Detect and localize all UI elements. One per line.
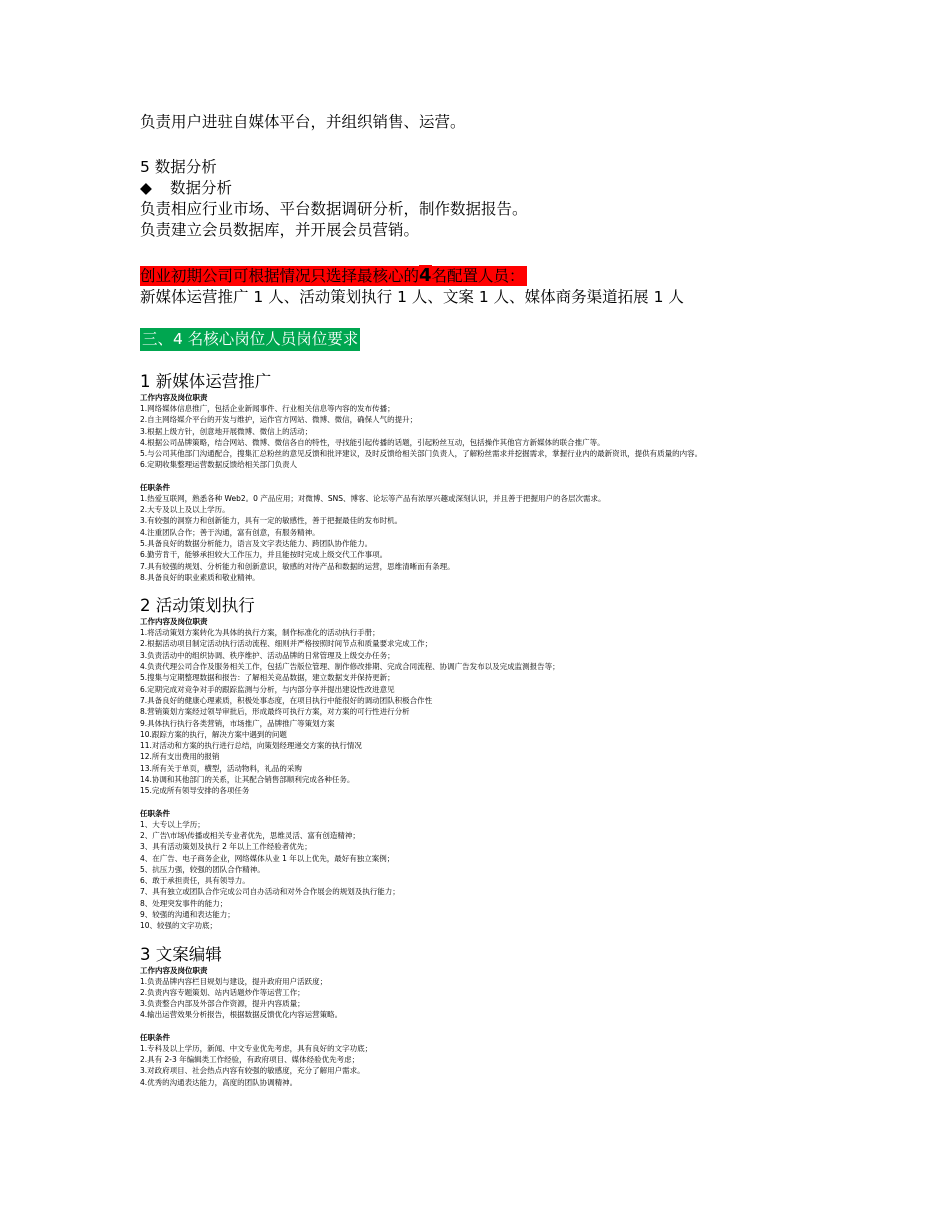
document-page	[140, 112, 840, 1088]
highlight-notice	[140, 265, 840, 287]
list-item: 11.对活动和方案的执行进行总结，向策划经理递交方案的执行情况	[140, 741, 362, 751]
list-item: 3.负责活动中的组织协调、秩序维护、活动品牌的日常管理及上级交办任务；	[140, 650, 395, 660]
requirements-label: 任职条件	[140, 1032, 170, 1042]
duties-list	[140, 403, 840, 471]
list-item: 4.注重团队合作；善于沟通，富有创意，有服务精神。	[140, 527, 320, 537]
list-item: 4.输出运营效果分析报告，根据数据反馈优化内容运营策略。	[140, 1010, 343, 1020]
list-item: 3.对政府项目、社会热点内容有较强的敏感度，充分了解用户需求。	[140, 1066, 365, 1076]
role-section	[140, 944, 840, 1088]
section-three-title: 三、4 名核心岗位人员岗位要求	[140, 328, 360, 351]
duties-list	[140, 976, 840, 1021]
list-item: 10、较强的文字功底；	[140, 921, 218, 931]
list-item: 5.与公司其他部门沟通配合，搜集汇总粉丝的意见反馈和批评建议，及时反馈给相关部门负责人，了解粉丝需求并挖掘需求，掌握行业内的最新资讯，提供有质量的内容。	[140, 449, 703, 459]
requirements-list	[140, 493, 840, 583]
duties-label: 工作内容及岗位职责	[140, 617, 208, 627]
list-item: 4.负责代理公司合作及服务相关工作，包括广告版位管理、制作修改排期、完成合同流程、协调广告发布以及完成监测报告等；	[140, 662, 560, 672]
duties-label: 工作内容及岗位职责	[140, 393, 208, 402]
list-item: 6.定期收集整理运营数据反馈给相关部门负责人	[140, 460, 298, 470]
list-item: 2.根据活动项目制定活动执行活动流程、细则并严格按照时间节点和质量要求完成工作；	[140, 639, 433, 649]
list-item: 3.负责整合内部及外部合作资源，提升内容质量；	[140, 999, 305, 1009]
section-three-row	[140, 328, 840, 351]
data-line-1: 负责相应行业市场、平台数据调研分析，制作数据报告。	[140, 200, 528, 218]
role-title: 2 活动策划执行	[140, 596, 255, 616]
list-item: 9、较强的沟通和表达能力；	[140, 909, 235, 919]
list-item: 4、在广告、电子商务企业，网络媒体从业 1 年以上优先，最好有独立案例；	[140, 853, 395, 863]
list-item: 7.具备良好的健康心理素质，积极处事态度，在项目执行中能很好的调动团队积极合作性	[140, 695, 433, 705]
staffing-line: 新媒体运营推广 1 人、活动策划执行 1 人、文案 1 人、媒体商务渠道拓展 1 人	[140, 288, 684, 306]
list-item: 12.所有支出费用的报销	[140, 752, 220, 762]
list-item: 2.自主网络媒介平台的开发与维护，运作官方网站、微博、微信，确保人气的提升；	[140, 415, 418, 425]
list-item: 8.营销策划方案经过领导审批后，形成最终可执行方案，对方案的可行性进行分析	[140, 707, 410, 717]
list-item: 1.专科及以上学历，新闻、中文专业优先考虑，具有良好的文字功底；	[140, 1043, 373, 1053]
list-item: 1、大专以上学历；	[140, 819, 205, 829]
list-item: 8、处理突发事件的能力；	[140, 898, 228, 908]
list-item: 6.定期完成对竞争对手的跟踪监测与分析，与内部分享并提出建设性改进意见	[140, 684, 395, 694]
list-item: 2.大专及以上及以上学历。	[140, 505, 230, 515]
list-item: 8.具备良好的职业素质和敬业精神。	[140, 572, 260, 582]
data-bullet-label: 数据分析	[170, 179, 233, 197]
duties-label: 工作内容及岗位职责	[140, 965, 208, 975]
data-line-2: 负责建立会员数据库，并开展会员营销。	[140, 221, 420, 239]
list-item: 1.网络媒体信息推广，包括企业新闻事件、行业相关信息等内容的发布传播；	[140, 404, 395, 413]
list-item: 7.具有较强的规划、分析能力和创新意识，敏感的对待产品和数据的运营，思维清晰而有条理。	[140, 561, 455, 571]
list-item: 7、具有独立或团队合作完成公司自办活动和对外合作展会的规划及执行能力；	[140, 887, 400, 897]
list-item: 5.搜集与定期整理数据和报告：了解相关竞品数据，建立数据支并保持更新；	[140, 673, 395, 683]
requirements-label: 任职条件	[140, 808, 170, 818]
requirements-list	[140, 819, 840, 932]
highlight-prefix: 创业初期公司可根据情况只选择最核心的	[140, 267, 420, 285]
list-item: 1.热爱互联网，熟悉各种 Web2。0 产品应用；对微博、SNS、博客、论坛等产品有浓厚兴趣或深刻认识，并且善于把握用户的各层次需求。	[140, 493, 606, 503]
list-item: 5.具备良好的数据分析能力，语言及文字表达能力、跨团队协作能力。	[140, 538, 373, 548]
list-item: 14.协调和其他部门的关系，让其配合销售部顺利完成各种任务。	[140, 775, 355, 785]
data-bullet-row	[140, 178, 840, 199]
intro-line: 负责用户进驻自媒体平台，并组织销售、运营。	[140, 113, 466, 131]
list-item: 15.完成所有领导安排的各项任务	[140, 786, 250, 796]
list-item: 2.负责内容专题策划、站内话题炒作等运营工作；	[140, 987, 305, 997]
list-item: 3.根据上级方针，创意地开展微博、微信上的活动；	[140, 426, 313, 436]
list-item: 13.所有关于单页，横型，活动物料，礼品的采购	[140, 763, 302, 773]
list-item: 6、敢于承担责任，具有领导力。	[140, 876, 250, 886]
list-item: 5、抗压力强，较强的团队合作精神。	[140, 864, 265, 874]
role-title: 3 文案编辑	[140, 944, 222, 964]
requirements-list	[140, 1043, 840, 1088]
list-item: 1.负责品牌内容栏目规划与建设，提升政府用户活跃度；	[140, 976, 328, 986]
role-title: 1 新媒体运营推广	[140, 372, 272, 391]
list-item: 1.将活动策划方案转化为具体的执行方案，制作标准化的活动执行手册；	[140, 628, 380, 638]
list-item: 6.勤劳肯干，能够承担较大工作压力，并且能按时完成上级交代工作事项。	[140, 550, 388, 560]
role-section	[140, 595, 840, 931]
role-section	[140, 371, 840, 583]
requirements-label: 任职条件	[140, 482, 170, 492]
list-item: 3.有较强的洞察力和创新能力，具有一定的敏感性，善于把握最佳的发布时机。	[140, 516, 403, 526]
list-item: 4.根据公司品牌策略，结合网站、微博、微信各自的特性，寻找能引起传播的话题，引起粉丝互动，包括操作其他官方新媒体的联合推广等。	[140, 437, 605, 447]
duties-list	[140, 627, 840, 796]
list-item: 10.跟踪方案的执行，解决方案中遇到的问题	[140, 729, 287, 739]
list-item: 2.具有 2-3 年编辑类工作经验，有政府项目、媒体经验优先考虑；	[140, 1055, 360, 1065]
list-item: 4.优秀的沟通表达能力，高度的团队协调精神。	[140, 1077, 298, 1087]
list-item: 9.具体执行执行各类营销，市场推广，品牌推广等策划方案	[140, 718, 335, 728]
highlight-suffix: 名配置人员：	[431, 267, 525, 285]
diamond-bullet-icon: ◆	[140, 179, 152, 197]
data-section-heading: 5 数据分析	[140, 158, 217, 176]
highlight-number: 4	[419, 265, 432, 286]
list-item: 2、广告\市场\传播或相关专业者优先，思维灵活、富有创造精神；	[140, 830, 360, 840]
list-item: 3、具有活动策划及执行 2 年以上工作经验者优先；	[140, 842, 312, 852]
